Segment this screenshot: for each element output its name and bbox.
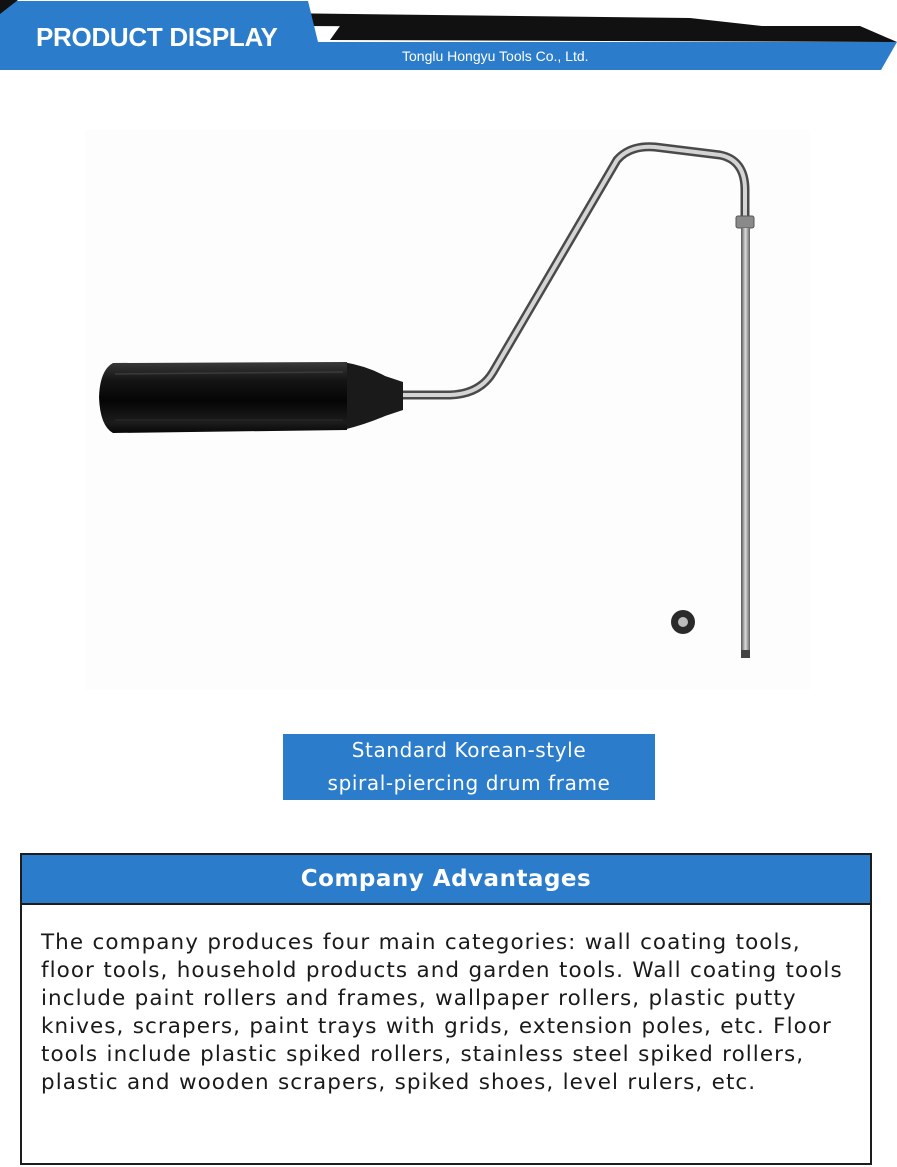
product-image — [85, 130, 810, 690]
company-name: Tonglu Hongyu Tools Co., Ltd. — [402, 48, 589, 64]
advantages-description: The company produces four main categories: wall coating tools, floor tools, household products and garden tools. Wall coating tools include paint rollers and frames, wallpaper rollers, plastic putty knives, scrapers, paint trays with grids, extension poles, etc. Floor tools include plastic spiked rollers, stainless steel spiked rollers, plastic and wooden scrapers, spiked shoes, level rulers, etc. — [41, 930, 843, 1095]
header-banner — [0, 0, 897, 75]
product-caption — [283, 734, 655, 800]
caption-line-1: Standard Korean-style — [351, 738, 587, 762]
page-title: PRODUCT DISPLAY — [36, 22, 278, 52]
company-advantages-panel — [20, 853, 872, 1165]
caption-line-2: spiral-piercing drum frame — [327, 771, 611, 795]
advantages-heading: Company Advantages — [22, 855, 870, 905]
paint-roller-frame-illustration — [85, 130, 810, 690]
